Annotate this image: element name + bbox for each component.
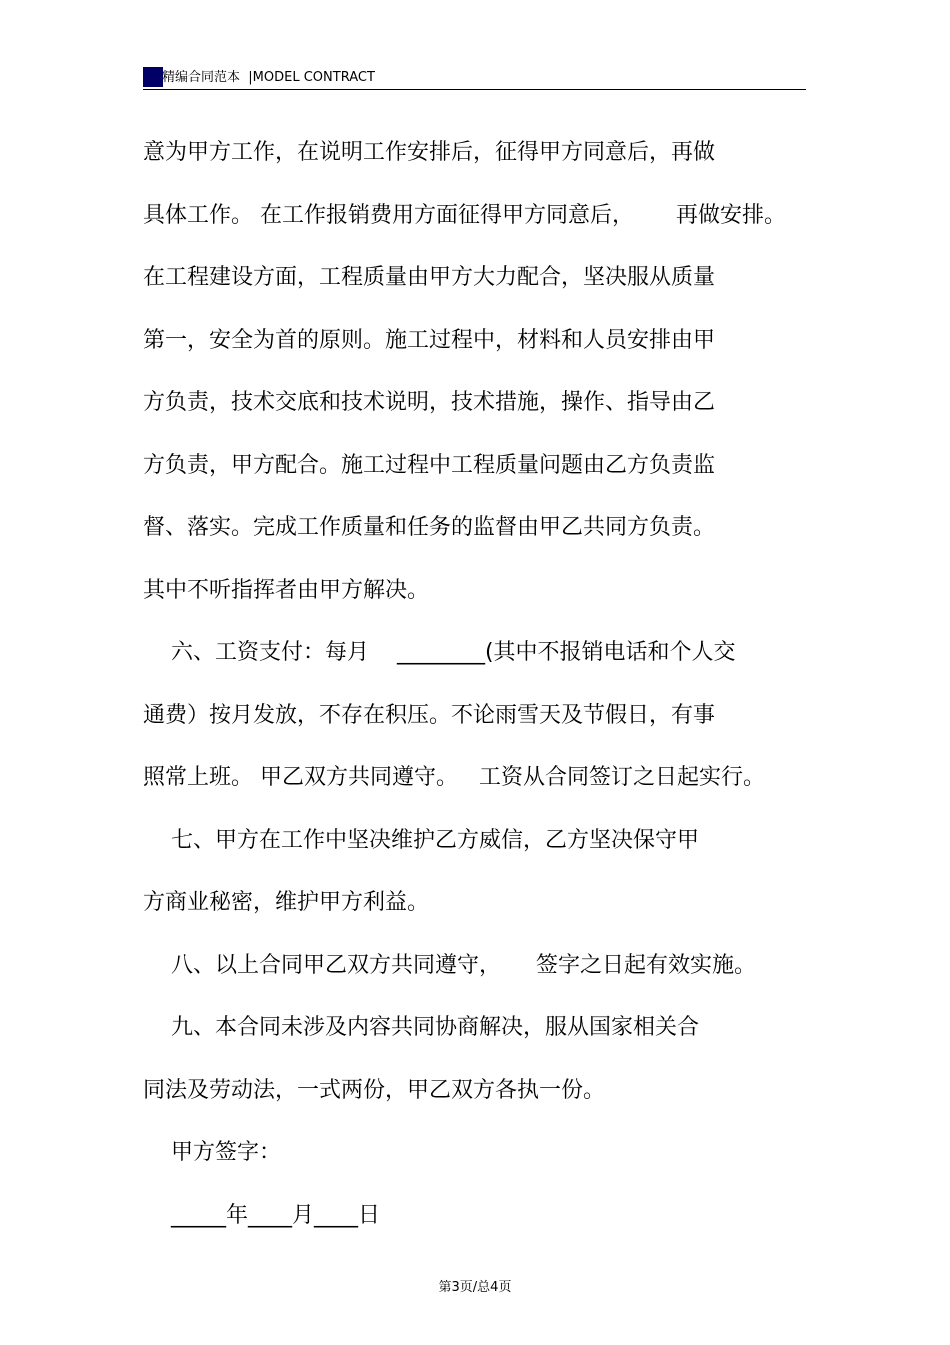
body-line: 方商业秘密，维护甲方利益。 (143, 890, 430, 915)
body-line: 第一，安全为首的原则。施工过程中，材料和人员安排由甲 (143, 328, 716, 353)
signature-label: 甲方签字： (143, 1140, 281, 1165)
body-line: 九、本合同未涉及内容共同协商解决，服从国家相关合 (143, 1015, 699, 1040)
body-line: 方负责，甲方配合。施工过程中工程质量问题由乙方负责监 (143, 453, 716, 478)
body-line: 照常上班。 甲乙双方共同遵守。 工资从合同签订之日起实行。 (143, 765, 765, 790)
body-line: 督、落实。完成工作质量和任务的监督由甲乙共同方负责。 (143, 515, 716, 540)
body-line: 意为甲方工作，在说明工作安排后，征得甲方同意后，再做 (143, 140, 716, 165)
date-line: _____年____月____日 (143, 1203, 380, 1228)
page-indicator: 第3页/总4页 (438, 1280, 512, 1295)
body-line: 同法及劳动法，一式两份，甲乙双方各执一份。 (143, 1078, 606, 1103)
body-line: 八、以上合同甲乙双方共同遵守， 签字之日起有效实施。 (143, 953, 756, 978)
body-line: 具体工作。 在工作报销费用方面征得甲方同意后， 再做安排。 (143, 203, 786, 228)
header-subtitle: MODEL CONTRACT (252, 70, 375, 85)
header-separator: | (240, 70, 253, 85)
page-header (143, 64, 806, 90)
body-line: 六、工资支付：每月 ________(其中不报销电话和个人交 (143, 640, 736, 665)
body-line: 方负责，技术交底和技术说明，技术措施，操作、指导由乙 (143, 390, 716, 415)
header-text (162, 66, 375, 85)
body-line: 七、甲方在工作中坚决维护乙方威信，乙方坚决保守甲 (143, 828, 699, 853)
header-title: 精编合同范本 (162, 70, 241, 85)
header-logo-square (143, 67, 163, 87)
body-line: 在工程建设方面，工程质量由甲方大力配合，坚决服从质量 (143, 265, 716, 290)
body-line: 其中不听指挥者由甲方解决。 (143, 578, 430, 603)
body-line: 通费）按月发放，不存在积压。不论雨雪天及节假日，有事 (143, 703, 716, 728)
